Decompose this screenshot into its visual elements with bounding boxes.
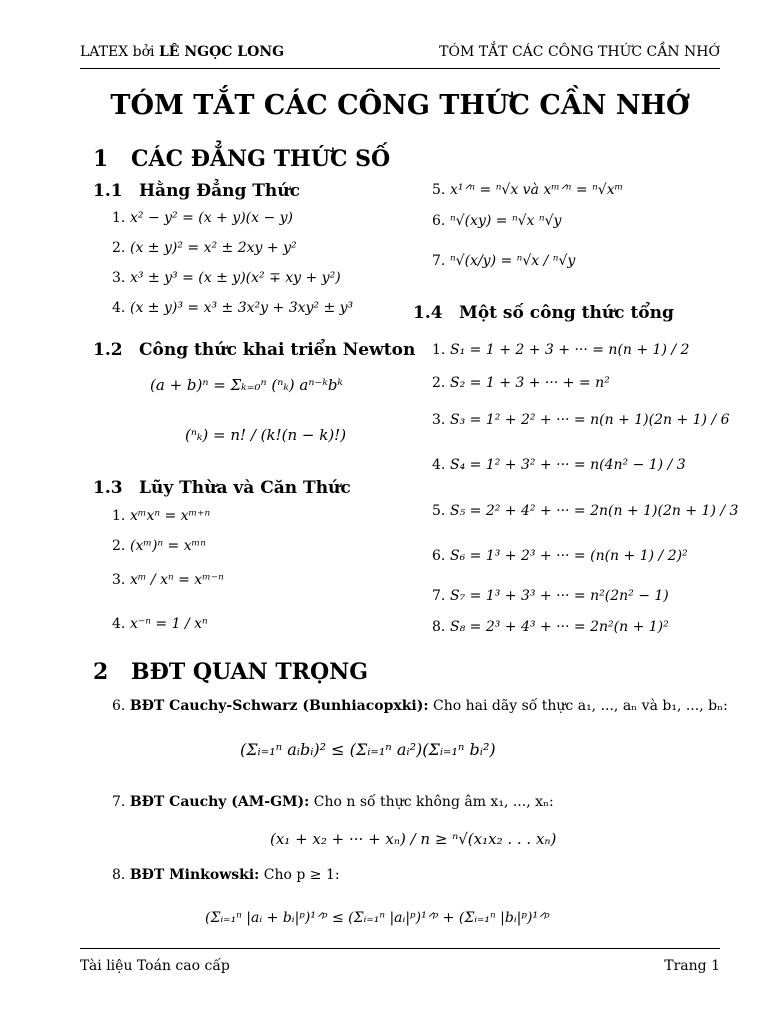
subsection-number: 1.2 [93, 340, 123, 360]
formula: S₁ = 1 + 2 + 3 + ··· = n(n + 1) / 2 [450, 342, 690, 358]
am-gm-formula: (x₁ + x₂ + ··· + xₙ) / n ≥ ⁿ√(x₁x₂ . . . xₙ) [270, 830, 557, 848]
formula: xᵐ / xⁿ = xᵐ⁻ⁿ [130, 572, 224, 588]
subsection-1-2-heading [93, 340, 415, 360]
list-item: 1. x² − y² = (x + y)(x − y) [112, 210, 294, 226]
formula: S₄ = 1² + 3² + ··· = n(4n² − 1) / 3 [450, 457, 686, 473]
formula: ⁿ√(xy) = ⁿ√x ⁿ√y [450, 213, 562, 229]
binomial-formula: (ⁿₖ) = n! / (k!(n − k)!) [185, 426, 347, 444]
list-item: 2. S₂ = 1 + 3 + ··· + = n² [432, 375, 610, 391]
subsection-1-4-heading [413, 303, 674, 323]
footer-left: Tài liệu Toán cao cấp [80, 958, 230, 974]
header-prefix: LATEX bởi [80, 44, 155, 60]
formula: S₂ = 1 + 3 + ··· + = n² [450, 375, 610, 391]
subsection-1-3-heading [93, 478, 351, 498]
list-item: 4. S₄ = 1² + 3² + ··· = n(4n² − 1) / 3 [432, 457, 686, 473]
minkowski-formula: (Σᵢ₌₁ⁿ |aᵢ + bᵢ|ᵖ)¹ᐟᵖ ≤ (Σᵢ₌₁ⁿ |aᵢ|ᵖ)¹ᐟᵖ + (Σᵢ₌₁ⁿ |bᵢ|ᵖ)¹ᐟᵖ [205, 910, 550, 926]
list-item: 5. S₅ = 2² + 4² + ··· = 2n(n + 1)(2n + 1) / 3 [432, 503, 739, 519]
newton-formula: (a + b)ⁿ = Σₖ₌₀ⁿ (ⁿₖ) aⁿ⁻ᵏbᵏ [150, 376, 343, 394]
list-item: 3. xᵐ / xⁿ = xᵐ⁻ⁿ [112, 572, 224, 588]
list-item: 8. S₈ = 2³ + 4³ + ··· = 2n²(n + 1)² [432, 619, 669, 635]
formula: x¹ᐟⁿ = ⁿ√x và xᵐᐟⁿ = ⁿ√xᵐ [450, 182, 624, 198]
list-item: 6. ⁿ√(xy) = ⁿ√x ⁿ√y [432, 213, 562, 229]
list-item: 7. ⁿ√(x/y) = ⁿ√x / ⁿ√y [432, 253, 576, 269]
header-left [80, 44, 284, 60]
list-item: 4. (x ± y)³ = x³ ± 3x²y + 3xy² ± y³ [112, 300, 354, 316]
list-item: 3. S₃ = 1² + 2² + ··· = n(n + 1)(2n + 1) / 6 [432, 412, 730, 428]
formula: S₇ = 1³ + 3³ + ··· = n²(2n² − 1) [450, 588, 669, 604]
list-item: 7. S₇ = 1³ + 3³ + ··· = n²(2n² − 1) [432, 588, 669, 604]
subsection-number: 1.3 [93, 478, 123, 498]
item-number: 7. [112, 794, 126, 810]
header-author: LÊ NGỌC LONG [158, 44, 285, 60]
section-2-heading [93, 659, 368, 685]
header-rule [80, 68, 720, 69]
subsection-title: Hằng Đẳng Thức [139, 181, 301, 201]
list-item: 3. x³ ± y³ = (x ± y)(x² ∓ xy + y²) [112, 270, 341, 286]
formula: (x ± y)² = x² ± 2xy + y² [130, 240, 297, 256]
list-item: 4. x⁻ⁿ = 1 / xⁿ [112, 616, 208, 632]
page-title: TÓM TẮT CÁC CÔNG THỨC CẦN NHỚ [110, 90, 690, 121]
subsection-title: Một số công thức tổng [459, 303, 674, 323]
section-number: 2 [93, 659, 109, 685]
subsection-title: Lũy Thừa và Căn Thức [139, 478, 351, 498]
subsection-number: 1.1 [93, 181, 123, 201]
inequality-text: Cho n số thực không âm x₁, ..., xₙ: [313, 794, 554, 810]
formula: x³ ± y³ = (x ± y)(x² ∓ xy + y²) [130, 270, 341, 286]
formula: x⁻ⁿ = 1 / xⁿ [130, 616, 208, 632]
inequality-item [112, 698, 728, 714]
formula: S₆ = 1³ + 2³ + ··· = (n(n + 1) / 2)² [450, 548, 688, 564]
list-item: 5. x¹ᐟⁿ = ⁿ√x và xᵐᐟⁿ = ⁿ√xᵐ [432, 182, 624, 198]
section-title: BĐT QUAN TRỌNG [131, 659, 369, 685]
list-item: 1. xᵐxⁿ = xᵐ⁺ⁿ [112, 508, 211, 524]
cauchy-schwarz-formula: (Σᵢ₌₁ⁿ aᵢbᵢ)² ≤ (Σᵢ₌₁ⁿ aᵢ²)(Σᵢ₌₁ⁿ bᵢ²) [240, 740, 496, 759]
formula: S₈ = 2³ + 4³ + ··· = 2n²(n + 1)² [450, 619, 669, 635]
formula: xᵐxⁿ = xᵐ⁺ⁿ [130, 508, 211, 524]
inequality-text: Cho hai dãy số thực a₁, ..., aₙ và b₁, ..., bₙ: [433, 698, 728, 714]
subsection-1-1-heading [93, 181, 300, 201]
page-number: Trang 1 [664, 958, 720, 974]
formula: (xᵐ)ⁿ = xᵐⁿ [130, 538, 206, 554]
item-number: 6. [112, 698, 126, 714]
inequality-text: Cho p ≥ 1: [263, 867, 340, 883]
footer-rule [80, 948, 720, 949]
item-number: 8. [112, 867, 126, 883]
formula: x² − y² = (x + y)(x − y) [130, 210, 294, 226]
section-1-heading [93, 146, 390, 172]
section-title: CÁC ĐẲNG THỨC SỐ [131, 146, 391, 172]
formula: (x ± y)³ = x³ ± 3x²y + 3xy² ± y³ [130, 300, 354, 316]
inequality-name: BĐT Minkowski: [129, 867, 260, 883]
header-right: TÓM TẮT CÁC CÔNG THỨC CẦN NHỚ [439, 44, 720, 60]
list-item: 1. S₁ = 1 + 2 + 3 + ··· = n(n + 1) / 2 [432, 342, 690, 358]
subsection-number: 1.4 [413, 303, 443, 323]
formula: S₅ = 2² + 4² + ··· = 2n(n + 1)(2n + 1) / 3 [450, 503, 739, 519]
inequality-name: BĐT Cauchy-Schwarz (Bunhiacopxki): [129, 698, 429, 714]
list-item: 2. (xᵐ)ⁿ = xᵐⁿ [112, 538, 206, 554]
list-item: 2. (x ± y)² = x² ± 2xy + y² [112, 240, 297, 256]
list-item: 6. S₆ = 1³ + 2³ + ··· = (n(n + 1) / 2)² [432, 548, 688, 564]
inequality-item [112, 794, 554, 810]
formula: ⁿ√(x/y) = ⁿ√x / ⁿ√y [450, 253, 576, 269]
inequality-name: BĐT Cauchy (AM-GM): [129, 794, 310, 810]
section-number: 1 [93, 146, 109, 172]
inequality-item [112, 867, 340, 883]
subsection-title: Công thức khai triển Newton [139, 340, 416, 360]
formula: S₃ = 1² + 2² + ··· = n(n + 1)(2n + 1) / 6 [450, 412, 730, 428]
